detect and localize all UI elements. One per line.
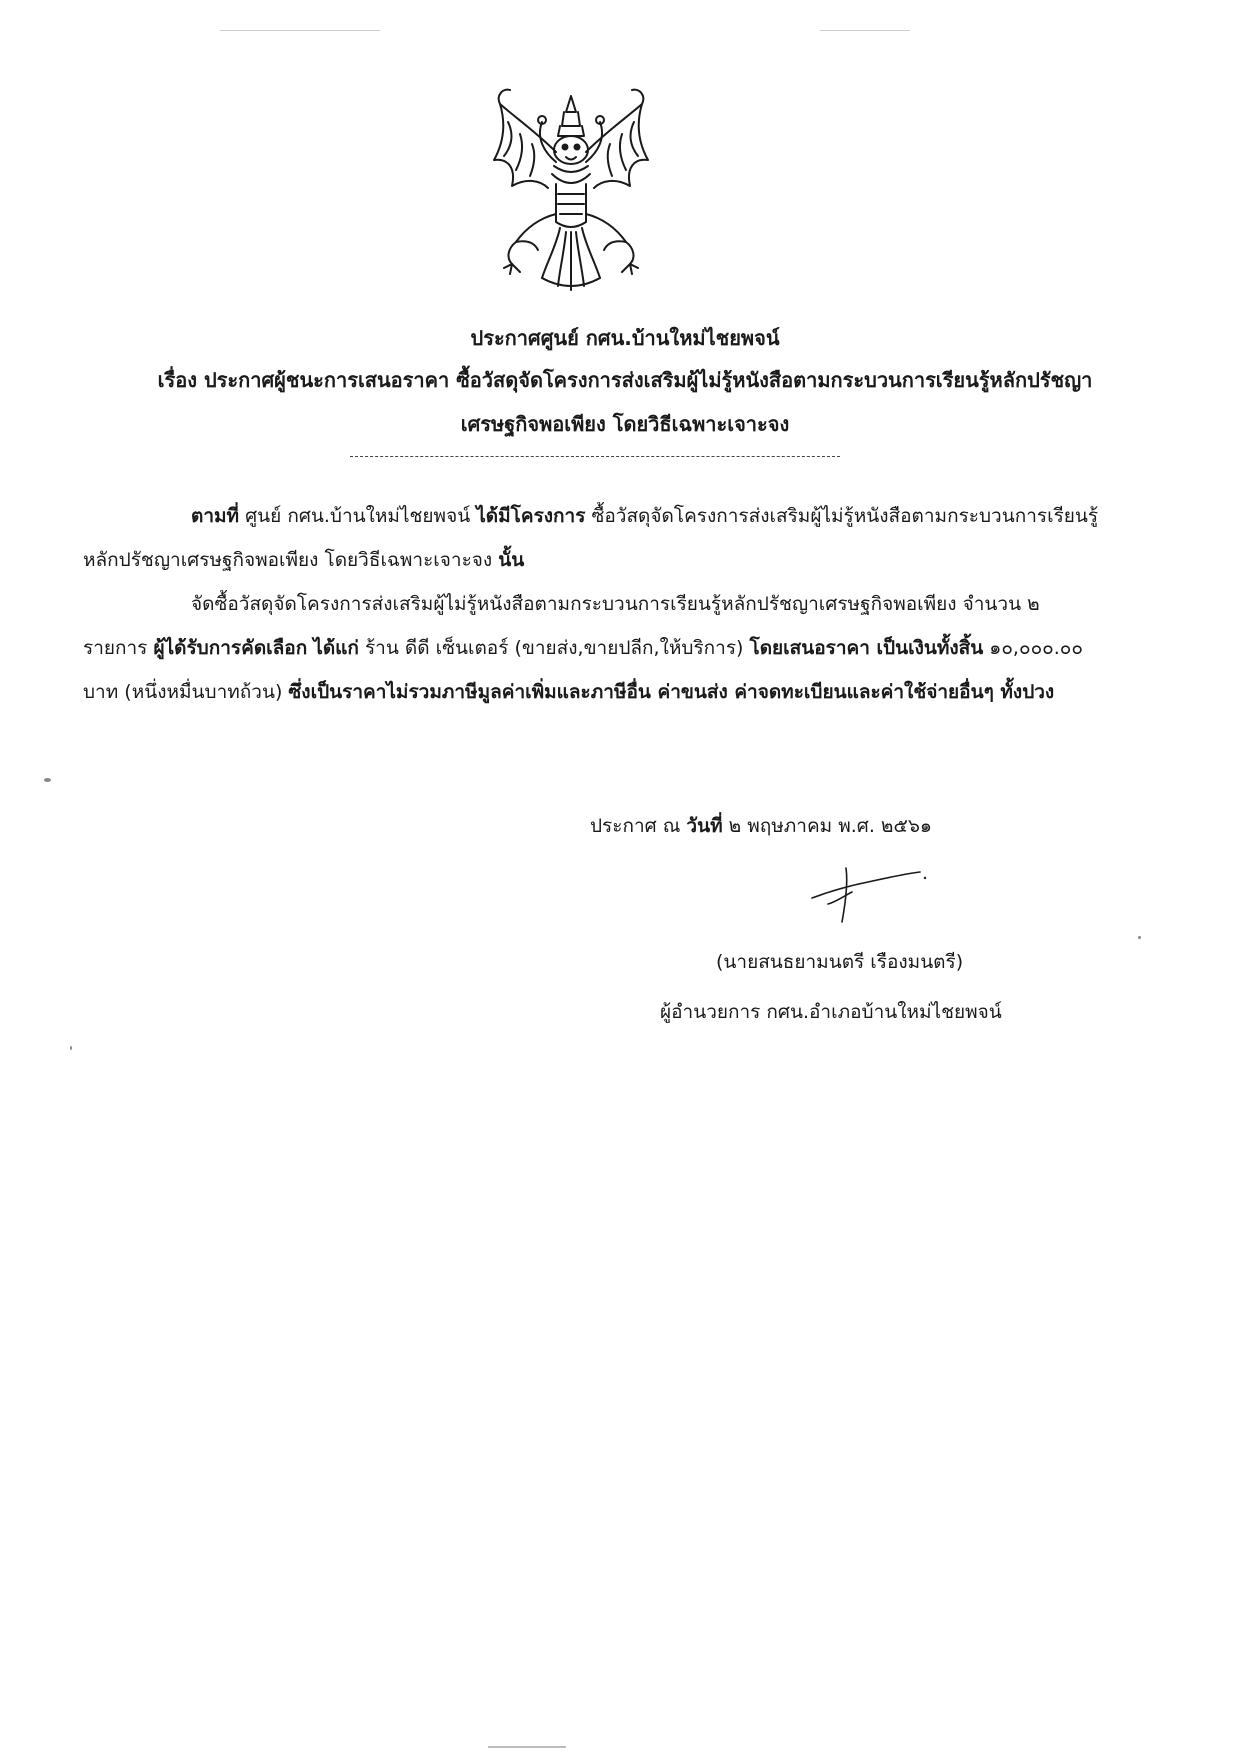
scan-artifact bbox=[220, 30, 380, 31]
p2-text: จัดซื้อวัสดุจัดโครงการส่งเสริมผู้ไม่รู้หนังสือตามกระบวนการเรียนรู้หลักปรัชญาเศรษฐกิจพอเพียง จำนวน ๒ รายการ bbox=[83, 593, 1040, 659]
announcement-date-line bbox=[590, 806, 1010, 846]
p2-text: ร้าน ดีดี เซ็นเตอร์ (ขายส่ง,ขายปลีก,ให้บริการ) bbox=[358, 637, 750, 659]
p1-bold: ตามที่ bbox=[191, 505, 240, 527]
document-subject-line-2: เศรษฐกิจพอเพียง โดยวิธีเฉพาะเจาะจง bbox=[460, 412, 790, 436]
garuda-emblem-icon bbox=[486, 82, 656, 294]
p2-bold: ผู้ได้รับการคัดเลือก bbox=[153, 637, 308, 659]
p2-bold: ซึ่งเป็นราคาไม่รวมภาษีมูลค่าเพิ่มและภาษีอื่น ค่าขนส่ง ค่าจดทะเบียนและค่าใช้จ่ายอื่นๆ ทั้งปวง bbox=[288, 681, 1055, 703]
signature-mark bbox=[808, 856, 928, 928]
p1-text: ศูนย์ กศน.บ้านใหม่ไชยพจน์ bbox=[239, 505, 477, 527]
signer-name: (นายสนธยามนตรี เรืองมนตรี) bbox=[716, 951, 964, 973]
title-separator bbox=[350, 456, 840, 457]
p1-bold: นั้น bbox=[498, 549, 525, 571]
p1-text: ซื้อวัสดุจัดโครงการส่งเสริมผู้ไม่รู้หนังสือตามกระบวนการเรียนรู้หลักปรัชญาเศรษฐกิจพอเพียง โดยวิธีเฉพาะเจาะจง bbox=[83, 505, 1099, 571]
scan-artifact bbox=[488, 1746, 566, 1748]
p2-bold: โดยเสนอราคา เป็นเงินทั้งสิ้น bbox=[749, 637, 984, 659]
p1-bold: ได้มีโครงการ bbox=[476, 505, 586, 527]
scan-speck bbox=[44, 778, 51, 782]
p2-text: ๑๐,๐๐๐.๐๐ บาท (หนึ่งหมื่นบาทถ้วน) bbox=[83, 637, 1083, 703]
paragraph-award bbox=[83, 582, 1103, 714]
announcement-prefix: ประกาศ ณ bbox=[590, 815, 687, 837]
announcement-date: ๒ พฤษภาคม พ.ศ. ๒๕๖๑ bbox=[722, 815, 932, 837]
announcement-day-label: วันที่ bbox=[686, 815, 723, 837]
scan-speck bbox=[1138, 936, 1141, 939]
document-title: ประกาศศูนย์ กศน.บ้านใหม่ไชยพจน์ bbox=[470, 326, 780, 350]
scan-artifact bbox=[820, 30, 910, 31]
p2-bold: ได้แก่ bbox=[313, 637, 359, 659]
document-subject-line-1: เรื่อง ประกาศผู้ชนะการเสนอราคา ซื้อวัสดุจัดโครงการส่งเสริมผู้ไม่รู้หนังสือตามกระบวนการเรียนรู้หลักปรัชญา bbox=[157, 368, 1093, 392]
scan-speck bbox=[70, 1046, 72, 1050]
signer-position: ผู้อำนวยการ กศน.อำเภอบ้านใหม่ไชยพจน์ bbox=[660, 1001, 1002, 1023]
paragraph-intro bbox=[83, 494, 1103, 582]
